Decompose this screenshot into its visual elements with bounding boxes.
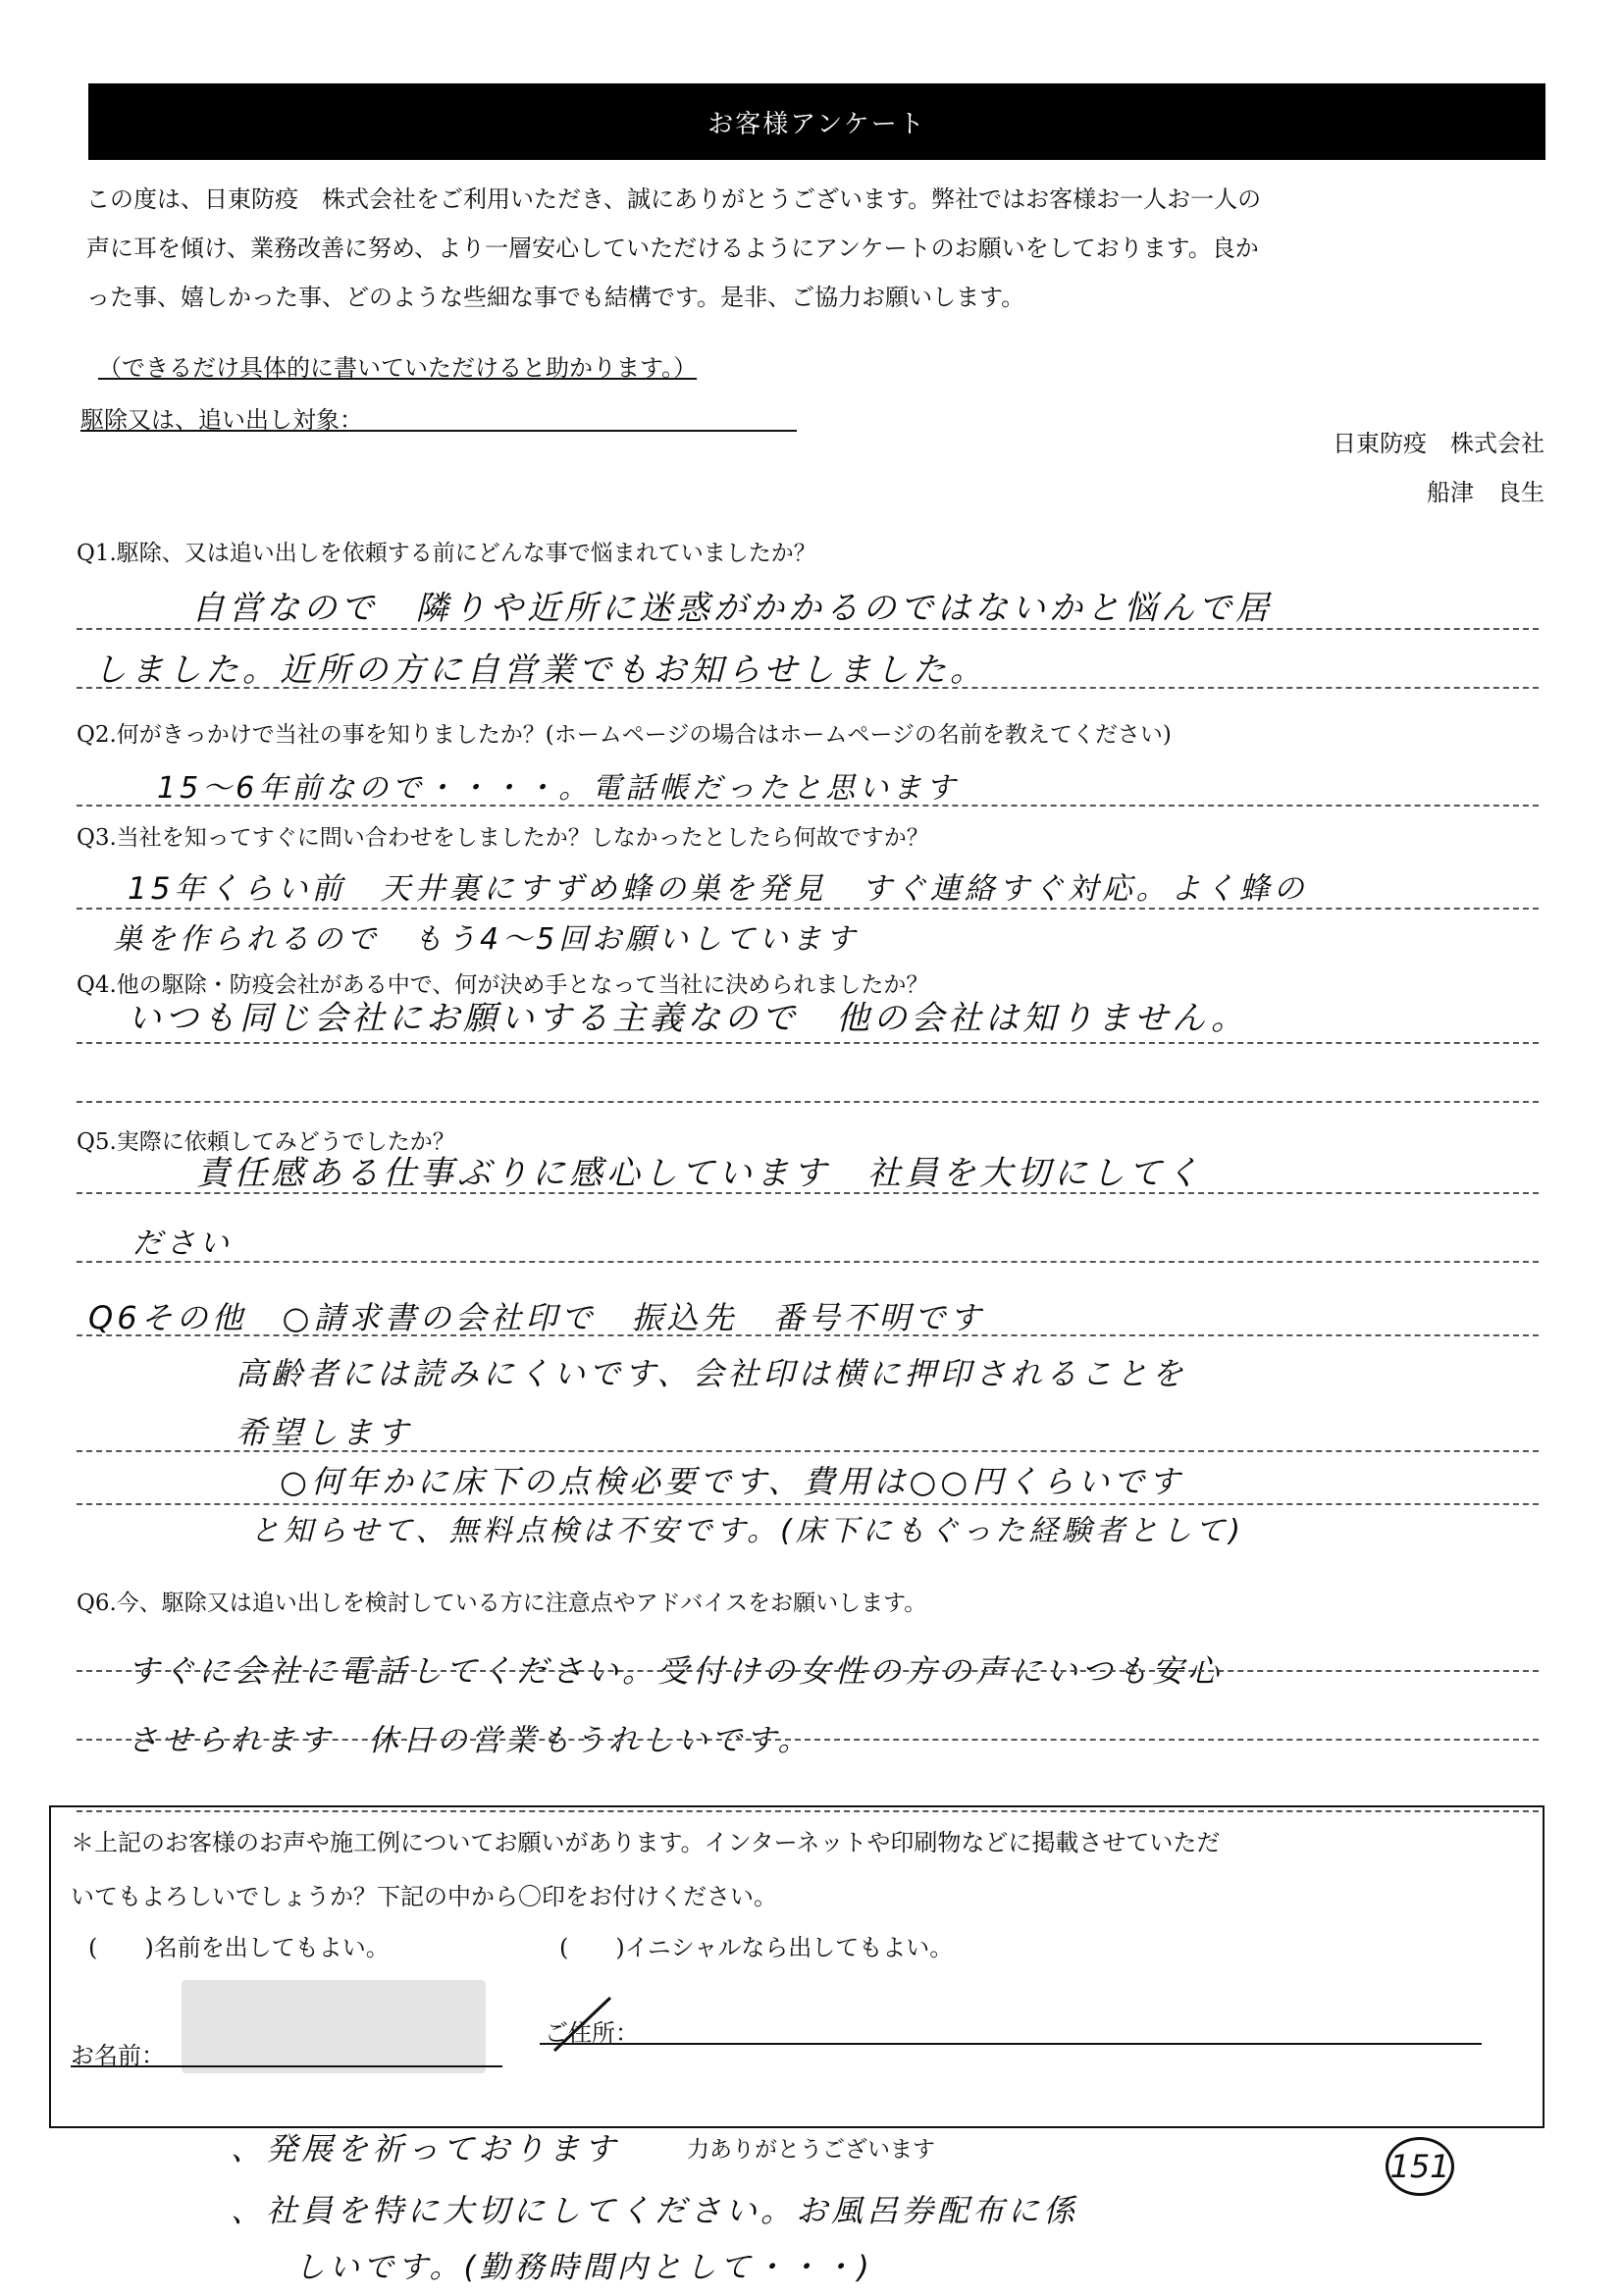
answer-line bbox=[77, 628, 1539, 630]
answer-line bbox=[77, 1739, 1539, 1741]
intro-text bbox=[86, 175, 1558, 322]
other-line-1: Q6その他 ○請求書の会社印で 振込先 番号不明です bbox=[88, 1299, 985, 1336]
address-underline bbox=[540, 2043, 1482, 2045]
strike-mark bbox=[550, 1994, 618, 2053]
answer-6-line-1: すぐに会社に電話してください。受付けの女性の方の声にいつも安心 bbox=[128, 1652, 1224, 1690]
answer-line bbox=[77, 1101, 1539, 1103]
answer-3-line-2: 巣を作られるので もう4～5回お願いしています bbox=[113, 922, 860, 957]
answer-6-line-2: させられます 休日の営業もうれしいです。 bbox=[128, 1723, 812, 1758]
footer-hand-line-2: 、社員を特に大切にしてください。お風呂券配布に係 bbox=[231, 2192, 1079, 2229]
name-label: お名前： bbox=[71, 2042, 165, 2069]
question-4: Q4.他の駆除・防疫会社がある中で、何が決め手となって当社に決められましたか？ bbox=[77, 972, 929, 998]
representative-name: 船津 良生 bbox=[1427, 479, 1544, 506]
consent-text: ＊上記のお客様のお声や施工例についてお願いがあります。インターネットや印刷物などに掲載させていただ bbox=[71, 1829, 1221, 1856]
answer-1-line-2: しました。近所の方に自営業でもお知らせしました。 bbox=[93, 651, 987, 690]
answer-line bbox=[77, 1042, 1539, 1044]
footer-printed-thanks: 力ありがとうございます bbox=[687, 2137, 935, 2163]
intro-note: （できるだけ具体的に書いていただけると助かります。） bbox=[98, 354, 698, 382]
other-line-5: と知らせて、無料点検は不安です。(床下にもぐった経験者として) bbox=[250, 1514, 1244, 1548]
footer-hand-line-3: しいです。(勤務時間内として・・・) bbox=[294, 2250, 873, 2285]
redacted-name bbox=[182, 1980, 486, 2073]
consent-option-initials[interactable]: ( )イニシャルなら出してもよい。 bbox=[559, 1934, 954, 1961]
survey-title: お客様アンケート bbox=[88, 83, 1545, 160]
answer-line bbox=[77, 908, 1539, 910]
intro-line: この度は、日東防疫 株式会社をご利用いただき、誠にありがとうございます。弊社ではお客様お一人お一人の bbox=[86, 185, 1262, 213]
answer-line bbox=[77, 1334, 1539, 1336]
name-underline bbox=[71, 2065, 502, 2067]
consent-option-name[interactable]: ( )名前を出してもよい。 bbox=[88, 1934, 390, 1961]
answer-5-line-2: ださい bbox=[132, 1226, 233, 1261]
answer-line bbox=[77, 1192, 1539, 1194]
answer-line bbox=[77, 1670, 1539, 1672]
intro-line: った事、嬉しかった事、どのような些細な事でも結構です。是非、ご協力お願いします。 bbox=[86, 284, 1025, 311]
answer-2-line-1: 15～6年前なので・・・・。電話帳だったと思います bbox=[157, 771, 960, 806]
address-label: ご住所： bbox=[545, 2019, 639, 2047]
consent-text: いてもよろしいでしょうか？下記の中から〇印をお付けください。 bbox=[71, 1883, 777, 1910]
question-5: Q5.実際に依頼してみどうでしたか？ bbox=[77, 1129, 455, 1155]
answer-line bbox=[77, 1450, 1539, 1452]
intro-line: 声に耳を傾け、業務改善に努め、より一層安心していただけるようにアンケートのお願いをしております。良か bbox=[86, 235, 1259, 262]
answer-3-line-1: 15年くらい前 天井裏にすずめ蜂の巣を発見 すぐ連絡すぐ対応。よく蜂の bbox=[128, 871, 1308, 907]
footer-hand-line-1: 、発展を祈っております bbox=[231, 2130, 620, 2167]
question-6: Q6.今、駆除又は追い出しを検討している方に注意点やアドバイスをお願いします。 bbox=[77, 1591, 927, 1616]
target-label: 駆除又は、追い出し対象： bbox=[80, 406, 363, 434]
question-1: Q1.駆除、又は追い出しを依頼する前にどんな事で悩まれていましたか？ bbox=[77, 541, 816, 566]
question-3: Q3.当社を知ってすぐに問い合わせをしましたか？しなかったとしたら何故ですか？ bbox=[77, 825, 929, 851]
page-number: 151 bbox=[1386, 2137, 1454, 2196]
answer-line bbox=[77, 687, 1539, 689]
other-line-3: 希望します bbox=[236, 1414, 413, 1451]
other-line-4: ○何年かに床下の点検必要です、費用は○○円くらいです bbox=[280, 1463, 1184, 1500]
answer-line bbox=[77, 1261, 1539, 1263]
answer-5-line-1: 責任感ある仕事ぶりに感心しています 社員を大切にしてく bbox=[196, 1154, 1203, 1193]
answer-line bbox=[77, 1503, 1539, 1505]
target-underline bbox=[80, 430, 797, 432]
company-name: 日東防疫 株式会社 bbox=[1333, 430, 1544, 457]
other-line-2: 高齢者には読みにくいです、会社印は横に押印されることを bbox=[236, 1355, 1187, 1392]
answer-line bbox=[77, 805, 1539, 807]
question-2: Q2.何がきっかけで当社の事を知りましたか？(ホームページの場合はホームページの名前を教えてください) bbox=[77, 722, 1172, 748]
answer-4-line-1: いつも同じ会社にお願いする主義なので 他の会社は知りません。 bbox=[128, 999, 1249, 1038]
answer-1-line-1: 自営なので 隣りや近所に迷惑がかかるのではないかと悩んで居 bbox=[191, 589, 1273, 628]
